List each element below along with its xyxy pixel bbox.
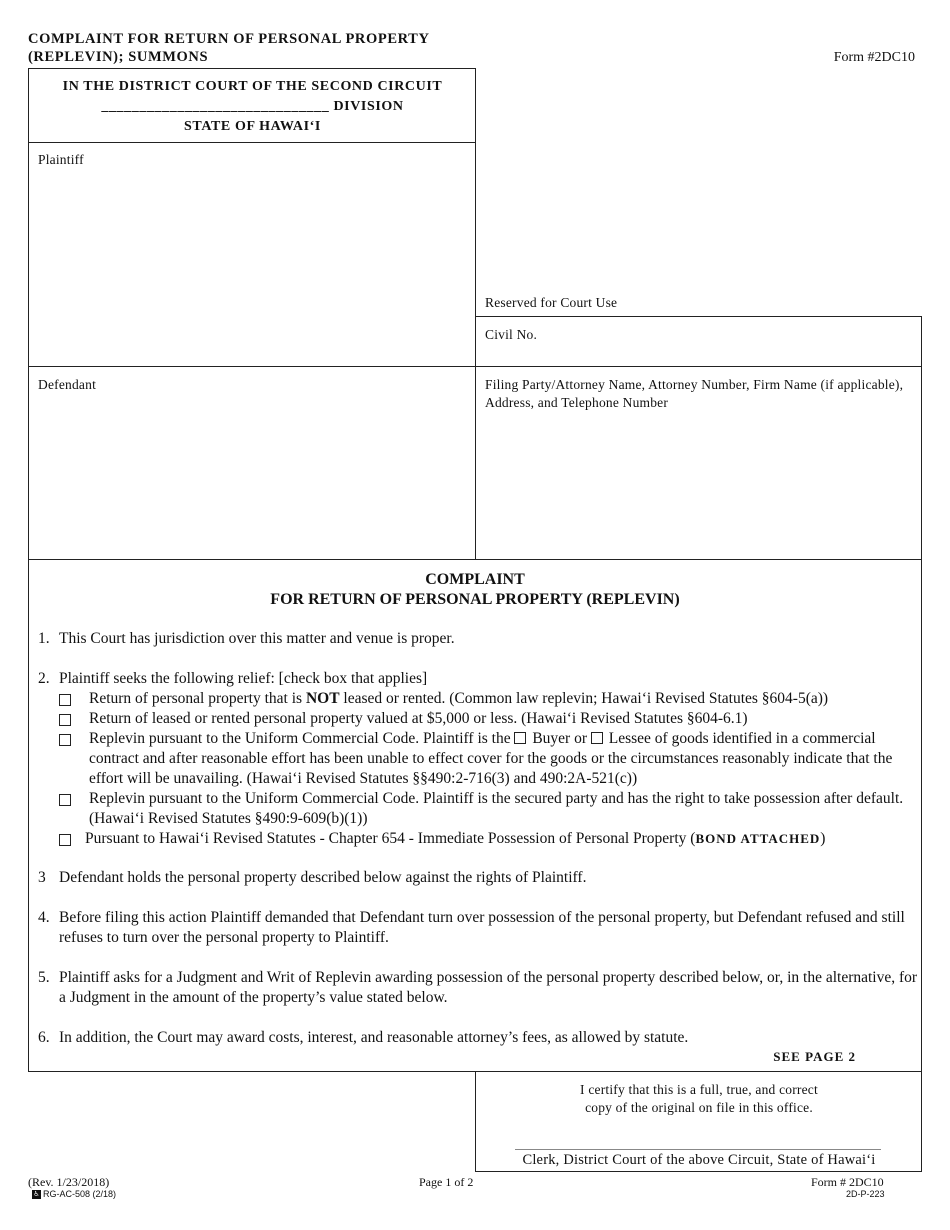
- item-text: Defendant holds the personal property described below against the rights of Plaintiff.: [59, 869, 587, 886]
- relief-checkbox-2[interactable]: [59, 714, 71, 726]
- clerk-signature-line[interactable]: [515, 1149, 881, 1150]
- see-page-2: SEE PAGE 2: [773, 1049, 856, 1064]
- court-box-top-border: [28, 68, 476, 69]
- plaintiff-bottom-border: [28, 366, 922, 367]
- footer-form-number: Form # 2DC10: [811, 1175, 884, 1189]
- option-emphasis: NOT: [305, 690, 340, 707]
- cert-bottom-border: [475, 1171, 922, 1172]
- item-text: Before filing this action Plaintiff demanded that Defendant turn over possession of the personal property, but Defendant refused and still refuses to turn over the personal property to Plaintiff.: [59, 909, 905, 946]
- court-heading-state: STATE OF HAWAI‘I: [184, 119, 321, 134]
- complaint-title-line2: FOR RETURN OF PERSONAL PROPERTY (REPLEVIN): [270, 591, 680, 608]
- court-heading: [30, 77, 475, 137]
- relief-option-4: [59, 789, 919, 829]
- item-5: [38, 968, 918, 1008]
- relief-option-5: [59, 829, 919, 849]
- right-border: [921, 316, 922, 560]
- relief-option-2: [59, 709, 919, 729]
- relief-option-1: [59, 689, 919, 709]
- relief-checkbox-3[interactable]: [59, 734, 71, 746]
- court-heading-line1: IN THE DISTRICT COURT OF THE SECOND CIRCUIT: [62, 79, 443, 94]
- civil-no-top-border: [475, 316, 922, 317]
- center-divider: [475, 142, 476, 560]
- reserved-label: Reserved for Court Use: [485, 295, 618, 310]
- item-number: 3: [38, 869, 46, 886]
- civil-no-label: Civil No.: [485, 327, 538, 342]
- relief-checkbox-1[interactable]: [59, 694, 71, 706]
- option-text: Replevin pursuant to the Uniform Commercial Code. Plaintiff is the: [89, 730, 515, 747]
- form-code-text: RG-AC-508 (2/18): [43, 1189, 117, 1199]
- body-right-border: [921, 559, 922, 1072]
- option-text: Return of personal property that is: [89, 690, 306, 707]
- certification-text: [476, 1081, 922, 1117]
- item-number: 5.: [38, 969, 50, 986]
- item-text: In addition, the Court may award costs, interest, and reasonable attorney’s fees, as allowed by statute.: [59, 1029, 689, 1046]
- page-number: Page 1 of 2: [419, 1175, 474, 1189]
- form-title: [28, 30, 430, 66]
- court-box-right-border: [475, 68, 476, 142]
- complaint-title: [28, 570, 922, 610]
- accessibility-icon: ♿: [33, 1191, 40, 1199]
- lessee-checkbox[interactable]: [591, 732, 603, 744]
- item-text: This Court has jurisdiction over this matter and venue is proper.: [59, 630, 455, 647]
- court-heading-division: ______________________________ DIVISION: [101, 99, 404, 114]
- item-number: 1.: [38, 630, 50, 647]
- caption-bottom-border: [28, 559, 922, 560]
- defendant-label: Defendant: [38, 377, 97, 392]
- option-text: Return of leased or rented personal property valued at $5,000 or less. (Hawai‘i Revised Statutes §604-6.1): [89, 710, 748, 727]
- plaintiff-label: Plaintiff: [38, 152, 84, 167]
- complaint-title-line1: COMPLAINT: [425, 571, 525, 588]
- form-code: [32, 1189, 116, 1199]
- footer-form-code: 2D-P-223: [846, 1189, 885, 1199]
- item-number: 4.: [38, 909, 50, 926]
- item-number: 2.: [38, 670, 50, 687]
- option-text-cont: ): [820, 830, 826, 847]
- buyer-checkbox[interactable]: [514, 732, 526, 744]
- bond-attached-label: BOND ATTACHED: [695, 831, 821, 846]
- option-text: Replevin pursuant to the Uniform Commercial Code. Plaintiff is the secured party and has the right to take possession after default. (Hawai‘i Revised Statutes §490:9-609(b)(1)): [89, 790, 904, 827]
- item-3: [38, 868, 918, 888]
- buyer-label: Buyer or: [532, 730, 588, 747]
- item-6: [38, 1028, 918, 1048]
- item-1: [38, 629, 918, 649]
- item-4: [38, 908, 918, 948]
- item-2: [38, 669, 918, 689]
- item-number: 6.: [38, 1029, 50, 1046]
- court-box-bottom-border: [28, 142, 476, 143]
- option-text-cont: Lessee of goods identified in a commercial contract and after reasonable effort has been unable to effect cover for the goods or the circumstances reasonably indicate that the effort will be unavailing. (Hawai‘i Revised Statutes §§490:2-716(3) and 490:2A-521(c)): [89, 730, 893, 787]
- relief-checkbox-4[interactable]: [59, 794, 71, 806]
- form-title-line1: COMPLAINT FOR RETURN OF PERSONAL PROPERTY: [28, 31, 430, 47]
- form-title-line2: (REPLEVIN); SUMMONS: [28, 49, 209, 65]
- certification-line1: I certify that this is a full, true, and correct: [580, 1082, 818, 1097]
- clerk-label: Clerk, District Court of the above Circuit, State of Hawai‘i: [522, 1152, 876, 1168]
- form-number: Form #2DC10: [833, 50, 915, 65]
- filing-party-label: Filing Party/Attorney Name, Attorney Number, Firm Name (if applicable), Address, and Telephone Number: [485, 377, 904, 410]
- option-text-cont: leased or rented. (Common law replevin; Hawai‘i Revised Statutes §604-5(a)): [339, 690, 829, 707]
- item-text: Plaintiff seeks the following relief: [check box that applies]: [59, 670, 428, 687]
- certification-line2: copy of the original on file in this office.: [585, 1100, 813, 1115]
- revision-date: (Rev. 1/23/2018): [28, 1175, 110, 1189]
- relief-checkbox-5[interactable]: [59, 834, 71, 846]
- item-text: Plaintiff asks for a Judgment and Writ of Replevin awarding possession of the personal property described below, or, in the alternative, for a Judgment in the amount of the property’s value stated below.: [59, 969, 918, 1006]
- relief-option-3: [59, 729, 919, 789]
- option-text: Pursuant to Hawai‘i Revised Statutes - Chapter 654 - Immediate Possession of Personal Property (: [85, 830, 696, 847]
